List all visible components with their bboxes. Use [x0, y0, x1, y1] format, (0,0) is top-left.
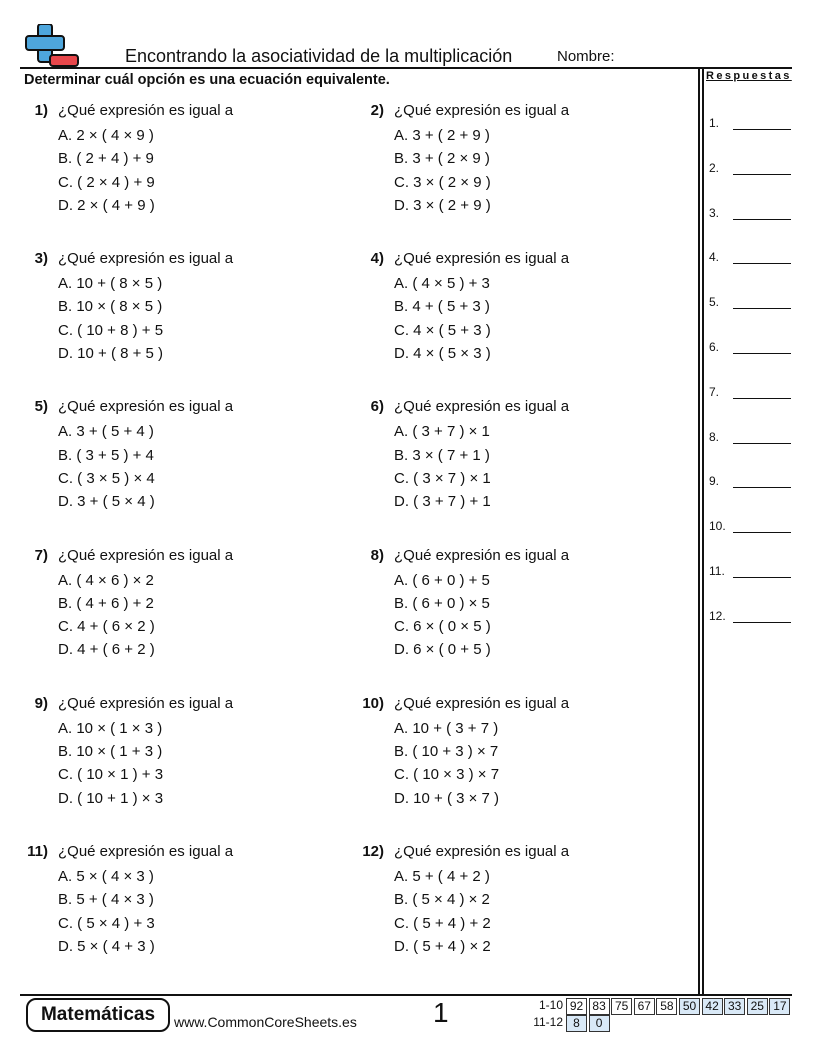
answer-option: B. 10 × ( 8 × 5 ) — [58, 298, 163, 316]
question-number: 10) — [362, 694, 384, 712]
question-number: 12) — [362, 843, 384, 860]
instructions: Determinar cuál opción es una ecuación equivalente. — [24, 72, 390, 88]
answer-option: D. ( 3 + 7 ) + 1 — [394, 493, 491, 511]
bottom-divider — [20, 994, 792, 996]
score-cell: 42 — [702, 998, 723, 1015]
answer-option: A. 10 × ( 1 × 3 ) — [58, 719, 163, 737]
answer-number: 2. — [709, 160, 720, 175]
score-row-label: 11-12 — [533, 1015, 563, 1029]
answer-option: A. ( 6 + 0 ) + 5 — [394, 571, 490, 589]
answers-heading: Respuestas — [706, 70, 792, 82]
score-cell: 17 — [769, 998, 790, 1015]
answer-option: C. 4 + ( 6 × 2 ) — [58, 618, 155, 636]
answer-line[interactable] — [709, 161, 795, 177]
score-cell: 8 — [566, 1015, 587, 1032]
answer-line[interactable] — [709, 295, 795, 311]
score-cell: 58 — [656, 998, 677, 1015]
answer-option: D. 2 × ( 4 + 9 ) — [58, 196, 155, 214]
answer-option: D. 10 + ( 8 + 5 ) — [58, 345, 164, 363]
answer-option: B. 3 + ( 2 × 9 ) — [394, 150, 490, 168]
answer-option: A. 3 + ( 5 + 4 ) — [58, 423, 154, 441]
answer-option: C. ( 3 × 5 ) × 4 — [58, 469, 155, 487]
answer-option: C. ( 5 + 4 ) + 2 — [394, 914, 491, 932]
score-cell: 0 — [589, 1015, 610, 1032]
question-prompt: ¿Qué expresión es igual a — [58, 843, 234, 860]
answer-option: B. ( 3 + 5 ) + 4 — [58, 446, 154, 464]
answer-option: A. 5 + ( 4 + 2 ) — [394, 868, 490, 885]
answer-option: C. 6 × ( 0 × 5 ) — [394, 618, 491, 636]
answer-line[interactable] — [709, 340, 795, 356]
answer-option: A. ( 4 × 6 ) × 2 — [58, 571, 154, 589]
answer-blank[interactable] — [733, 129, 791, 130]
answer-blank[interactable] — [733, 219, 791, 220]
answer-line[interactable] — [709, 206, 795, 222]
answer-line[interactable] — [709, 430, 795, 446]
score-cell: 92 — [566, 998, 587, 1015]
answer-blank[interactable] — [733, 532, 791, 533]
answer-blank[interactable] — [733, 353, 791, 354]
answer-option: B. ( 5 × 4 ) × 2 — [394, 891, 490, 909]
answer-option: D. ( 5 + 4 ) × 2 — [394, 937, 491, 955]
question-prompt: ¿Qué expresión es igual a — [394, 398, 570, 416]
answer-option: D. 3 + ( 5 × 4 ) — [58, 493, 155, 511]
answer-number: 6. — [709, 340, 720, 354]
question-number: 2) — [370, 102, 384, 119]
answer-line[interactable] — [709, 609, 795, 625]
answer-option: C. ( 2 × 4 ) + 9 — [58, 173, 155, 191]
answer-option: A. 2 × ( 4 × 9 ) — [58, 127, 154, 144]
answer-number: 3. — [709, 205, 720, 220]
answer-option: A. ( 3 + 7 ) × 1 — [394, 423, 490, 441]
question-prompt: ¿Qué expresión es igual a — [58, 102, 234, 119]
answer-option: D. 4 × ( 5 × 3 ) — [394, 345, 491, 363]
answer-option: B. ( 2 + 4 ) + 9 — [58, 150, 154, 168]
answer-line[interactable] — [709, 385, 795, 401]
score-cell: 83 — [589, 998, 610, 1015]
answer-option: C. ( 10 × 1 ) + 3 — [58, 766, 164, 784]
answer-column-border — [702, 68, 704, 996]
score-cell: 33 — [724, 998, 745, 1015]
question-number: 1) — [34, 102, 48, 119]
answer-option: C. ( 10 + 8 ) + 5 — [58, 321, 164, 339]
answer-option: A. 3 + ( 2 + 9 ) — [394, 127, 490, 144]
score-cell: 75 — [611, 998, 632, 1015]
question-prompt: ¿Qué expresión es igual a — [394, 546, 570, 564]
plus-minus-icon — [24, 24, 80, 68]
question-number: 8) — [370, 546, 384, 564]
question-prompt: ¿Qué expresión es igual a — [394, 694, 570, 712]
answer-number: 5. — [709, 295, 720, 310]
answer-column-border — [698, 68, 700, 996]
answer-blank[interactable] — [733, 263, 791, 264]
question-prompt: ¿Qué expresión es igual a — [394, 843, 570, 860]
question-prompt: ¿Qué expresión es igual a — [394, 102, 570, 119]
answer-option: B. ( 6 + 0 ) × 5 — [394, 594, 490, 612]
answer-option: C. ( 10 × 3 ) × 7 — [394, 766, 500, 784]
question-prompt: ¿Qué expresión es igual a — [58, 546, 234, 564]
question-number: 6) — [370, 398, 384, 416]
top-divider — [20, 67, 792, 69]
answer-number: 4. — [709, 250, 720, 265]
answer-blank[interactable] — [733, 174, 791, 175]
score-cell: 25 — [747, 998, 768, 1015]
answer-option: A. 5 × ( 4 × 3 ) — [58, 868, 154, 885]
answer-option: B. 5 + ( 4 × 3 ) — [58, 891, 154, 909]
question-number: 11) — [27, 843, 48, 860]
answer-option: B. 3 × ( 7 + 1 ) — [394, 446, 490, 464]
answer-option: A. 10 + ( 3 + 7 ) — [394, 719, 499, 737]
question-prompt: ¿Qué expresión es igual a — [394, 250, 570, 268]
question-number: 3) — [34, 250, 48, 268]
answer-option: A. 10 + ( 8 × 5 ) — [58, 275, 163, 293]
answer-blank[interactable] — [733, 308, 791, 309]
page-number: 1 — [433, 997, 449, 1028]
answer-blank[interactable] — [733, 487, 791, 488]
answer-option: B. ( 10 + 3 ) × 7 — [394, 743, 499, 761]
score-cell: 50 — [679, 998, 700, 1015]
answer-blank[interactable] — [733, 622, 791, 623]
answer-blank[interactable] — [733, 443, 791, 444]
answer-option: D. 5 × ( 4 + 3 ) — [58, 937, 155, 955]
question-number: 7) — [34, 546, 48, 564]
answer-option: C. ( 5 × 4 ) + 3 — [58, 914, 155, 932]
subject-badge: Matemáticas — [26, 998, 170, 1032]
question-prompt: ¿Qué expresión es igual a — [58, 398, 234, 416]
score-row-label: 1-10 — [538, 998, 563, 1012]
answer-option: D. 4 + ( 6 + 2 ) — [58, 641, 155, 659]
answer-number: 8. — [709, 429, 720, 444]
question-number: 9) — [34, 694, 48, 712]
answer-number: 1. — [709, 116, 720, 130]
question-prompt: ¿Qué expresión es igual a — [58, 250, 234, 268]
answer-option: B. 10 × ( 1 + 3 ) — [58, 743, 163, 761]
question-prompt: ¿Qué expresión es igual a — [58, 694, 234, 712]
question-number: 4) — [370, 250, 384, 268]
answer-option: C. 4 × ( 5 + 3 ) — [394, 321, 491, 339]
answer-line[interactable] — [709, 116, 795, 132]
page-title: Encontrando la asociatividad de la multiplicación — [125, 46, 513, 66]
answer-option: D. 10 + ( 3 × 7 ) — [394, 789, 500, 807]
answer-number: 12. — [709, 608, 726, 623]
answer-option: D. 3 × ( 2 + 9 ) — [394, 196, 491, 214]
answer-option: D. 6 × ( 0 + 5 ) — [394, 641, 491, 659]
answer-option: C. ( 3 × 7 ) × 1 — [394, 469, 491, 487]
answer-number: 9. — [709, 474, 720, 489]
answer-blank[interactable] — [733, 398, 791, 399]
answer-number: 11. — [709, 564, 725, 578]
site-url[interactable]: www.CommonCoreSheets.es — [174, 1014, 357, 1030]
answer-line[interactable] — [709, 474, 795, 490]
answer-blank[interactable] — [733, 577, 791, 578]
answer-option: B. ( 4 + 6 ) + 2 — [58, 594, 154, 612]
answer-option: B. 4 + ( 5 + 3 ) — [394, 298, 490, 316]
score-cell: 67 — [634, 998, 655, 1015]
name-label: Nombre: — [557, 48, 615, 65]
answer-option: A. ( 4 × 5 ) + 3 — [394, 275, 490, 293]
answer-line[interactable] — [709, 519, 795, 535]
answer-line[interactable] — [709, 564, 795, 580]
answer-option: C. 3 × ( 2 × 9 ) — [394, 173, 491, 191]
answer-number: 7. — [709, 384, 720, 399]
answer-option: D. ( 10 + 1 ) × 3 — [58, 789, 164, 807]
answer-line[interactable] — [709, 250, 795, 266]
question-number: 5) — [34, 398, 48, 416]
answer-number: 10. — [709, 519, 726, 534]
